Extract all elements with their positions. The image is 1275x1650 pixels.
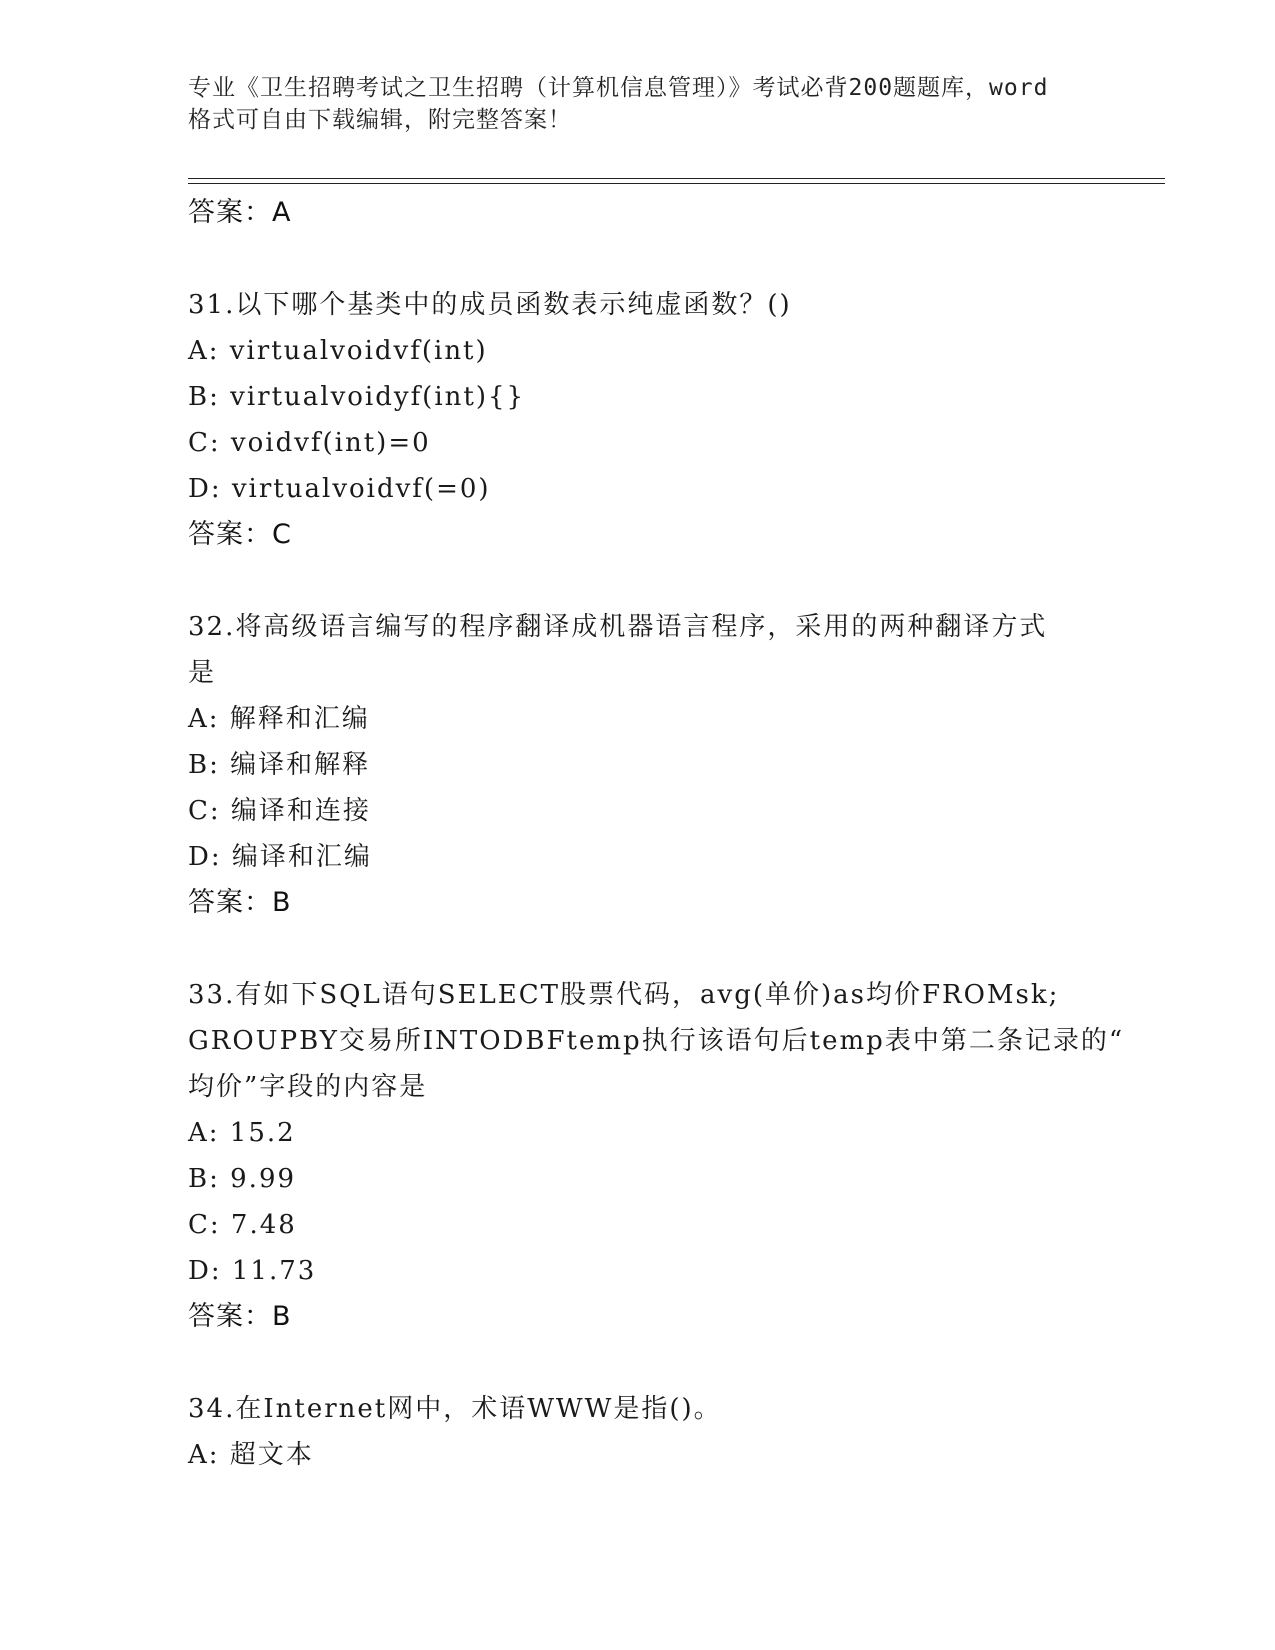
spacer xyxy=(188,236,1088,282)
option-c: C: 7.48 xyxy=(188,1210,297,1240)
option-b: B: 9.99 xyxy=(188,1164,297,1194)
question-stem-continued: GROUPBY交易所INTODBFtemp执行该语句后temp表中第二条记录的“ xyxy=(188,1026,1125,1056)
header-line-1: 专业《卫生招聘考试之卫生招聘（计算机信息管理）》考试必背200题题库，word xyxy=(188,75,1049,101)
option-d: D: 编译和汇编 xyxy=(188,842,372,872)
spacer xyxy=(188,926,1088,972)
option-d: D: 11.73 xyxy=(188,1256,317,1286)
answer-previous: 答案：A xyxy=(188,197,292,228)
option-d: D: virtualvoidvf(=0) xyxy=(188,474,491,504)
question-32 xyxy=(188,604,1088,926)
option-a: A: 解释和汇编 xyxy=(188,704,370,734)
option-b: B: virtualvoidyf(int){} xyxy=(188,382,526,412)
document-header xyxy=(188,72,1088,136)
header-line-2: 格式可自由下载编辑，附完整答案！ xyxy=(188,107,572,133)
option-b: B: 编译和解释 xyxy=(188,750,371,780)
option-c: C: voidvf(int)=0 xyxy=(188,428,431,458)
spacer xyxy=(188,1340,1088,1386)
question-stem-continued: 均价”字段的内容是 xyxy=(188,1072,428,1102)
question-34 xyxy=(188,1386,1088,1478)
header-divider-bottom xyxy=(188,183,1165,184)
question-31 xyxy=(188,282,1088,558)
question-stem: 34.在Internet网中，术语WWW是指()。 xyxy=(188,1394,722,1424)
option-a: A: 超文本 xyxy=(188,1440,314,1470)
header-divider-top xyxy=(188,178,1165,179)
question-stem: 33.有如下SQL语句SELECT股票代码，avg(单价)as均价FROMsk; xyxy=(188,980,1060,1010)
answer: 答案：B xyxy=(188,887,292,918)
question-stem: 31.以下哪个基类中的成员函数表示纯虚函数？() xyxy=(188,290,792,320)
answer: 答案：B xyxy=(188,1301,292,1332)
option-a: A: virtualvoidvf(int) xyxy=(188,336,488,366)
question-list xyxy=(188,190,1125,1478)
option-c: C: 编译和连接 xyxy=(188,796,371,826)
question-33 xyxy=(188,972,1125,1340)
spacer xyxy=(188,558,1088,604)
option-a: A: 15.2 xyxy=(188,1118,296,1148)
answer: 答案：C xyxy=(188,519,292,550)
question-stem: 32.将高级语言编写的程序翻译成机器语言程序，采用的两种翻译方式 xyxy=(188,612,1048,642)
question-stem-continued: 是 xyxy=(188,658,217,688)
